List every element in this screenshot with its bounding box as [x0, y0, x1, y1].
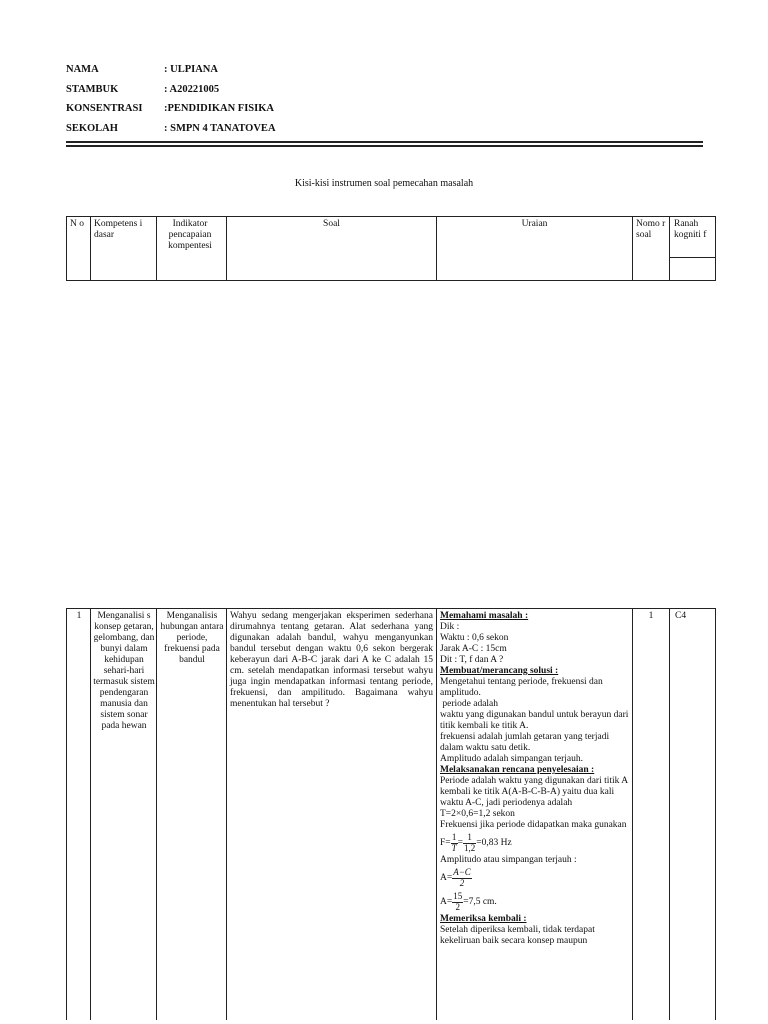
- numerator: A−C: [453, 867, 471, 877]
- fraction: [451, 833, 458, 853]
- column-divider: [90, 609, 91, 1020]
- header-nomor: Nomo r soal: [636, 219, 666, 240]
- info-value: :PENDIDIKAN FISIKA: [164, 103, 274, 114]
- student-info: [66, 64, 706, 142]
- info-row-sekolah: [66, 123, 706, 143]
- fraction: [463, 833, 476, 853]
- ranah-subdivider: [669, 257, 715, 258]
- uraian-line: Setelah diperiksa kembali, tidak terdapat kekeliruan baik secara konsep maupun: [440, 925, 595, 946]
- table-header: [66, 216, 716, 281]
- uraian-line: Frekuensi jika periode didapatkan maka gunakan: [440, 820, 627, 830]
- eq-text: F=: [440, 837, 451, 848]
- eq-text: =: [457, 837, 464, 848]
- eq-text: =7,5 cm.: [463, 896, 497, 907]
- column-divider: [156, 217, 157, 280]
- header-ranah: Ranah kogniti f: [674, 219, 707, 240]
- info-label: STAMBUK: [66, 83, 119, 95]
- header-kompetensi: Kompetens i dasar: [94, 219, 143, 240]
- column-divider: [632, 609, 633, 1020]
- frequency-equation: [440, 831, 630, 855]
- numerator: 1: [463, 833, 476, 844]
- cell-no: 1: [76, 611, 82, 621]
- document-title: Kisi-kisi instrumen soal pemecahan masalah: [294, 178, 474, 189]
- column-divider: [669, 609, 670, 1020]
- column-divider: [226, 609, 227, 1020]
- info-row-konsentrasi: [66, 103, 706, 123]
- info-label: NAMA: [66, 64, 99, 75]
- cell-ranah: C4: [675, 611, 687, 621]
- column-divider: [90, 217, 91, 280]
- denominator: T: [451, 842, 457, 853]
- uraian-line: Dit : T, f dan A ?: [440, 655, 504, 665]
- info-label: KONSENTRASI: [66, 103, 143, 114]
- step-heading: Melaksanakan rencana penyelesaian :: [440, 765, 595, 775]
- cell-kompetensi: Menganalisi s konsep getaran, gelombang, dan bunyi dalam kehidupan sehari-hari termasuk sistem pendengaran manusia dan sistem sonar pada hewan: [93, 611, 155, 731]
- amplitude-result: [440, 890, 630, 914]
- info-value: : SMPN 4 TANATOVEA: [164, 122, 276, 134]
- header-no: N o: [70, 219, 84, 229]
- denominator: 1,2: [464, 842, 476, 853]
- numerator: 15: [453, 891, 463, 901]
- uraian-line: periode adalah: [440, 699, 499, 709]
- uraian-line: Amplitudo adalah simpangan terjauh.: [440, 754, 583, 764]
- info-label: SEKOLAH: [66, 122, 118, 134]
- step-heading: Memahami masalah :: [440, 611, 529, 621]
- uraian-line: Dik :: [440, 622, 460, 632]
- eq-text: A=: [440, 872, 453, 883]
- header-divider: [66, 145, 703, 147]
- eq-text: A=: [440, 896, 453, 907]
- uraian-line: Waktu : 0,6 sekon: [440, 633, 509, 643]
- fraction: [452, 892, 463, 912]
- header-uraian: Uraian: [521, 219, 548, 229]
- cell-indikator: Menganalisis hubungan antara periode, frekuensi pada bandul: [160, 611, 224, 665]
- uraian-line: waktu yang digunakan bandul untuk berayun dari titik kembali ke titik A.: [440, 710, 629, 731]
- info-value: : A20221005: [164, 83, 220, 95]
- header-divider: [66, 141, 703, 143]
- table-row: [66, 608, 716, 1020]
- uraian-line: Mengetahui tentang periode, frekuensi dan amplitudo.: [440, 677, 603, 698]
- info-value: : ULPIANA: [164, 64, 218, 75]
- step-heading: Memeriksa kembali :: [440, 914, 527, 924]
- step-heading: Membuat/merancang solusi :: [440, 666, 559, 676]
- info-row-nama: [66, 64, 706, 84]
- numerator: 1: [451, 832, 457, 842]
- column-divider: [632, 217, 633, 280]
- uraian-line: Jarak A-C : 15cm: [440, 644, 507, 654]
- amplitude-equation: [440, 866, 630, 890]
- info-row-stambuk: [66, 84, 706, 104]
- cell-soal: Wahyu sedang mengerjakan eksperimen sederhana dirumahnya tentang getaran. Alat sederhana yang digunakan adalah bandul, wahyu menganyunkan bandul tersebut dengan waktu 0,6 sekon bergerak keberayun dari A-B-C jarak dari A ke C adalah 15 cm. setelah mendapatkan informasi tersebut wahyu juga ingin mendapatkan informasi tentang periode, frekuensi, dan ampilitudo. Bagaimana wahyu menentukan hal tersebut ?: [230, 611, 433, 709]
- column-divider: [156, 609, 157, 1020]
- cell-nomor: 1: [648, 611, 654, 621]
- cell-uraian: [440, 611, 630, 947]
- uraian-line: Amplitudo atau simpangan terjauh :: [440, 855, 577, 865]
- uraian-line: Periode adalah waktu yang digunakan dari titik A kembali ke titik A(A-B-C-B-A) yaitu dua kali waktu A-C, jadi periodenya adalah: [440, 776, 628, 808]
- denominator: 2: [459, 877, 465, 888]
- denominator: 2: [455, 901, 460, 912]
- header-indikator: Indikator pencapaian kompentesi: [168, 219, 212, 251]
- fraction: [452, 868, 472, 888]
- column-divider: [669, 217, 670, 280]
- eq-text: =0,83 Hz: [476, 837, 512, 848]
- uraian-line: T=2×0,6=1,2 sekon: [440, 809, 515, 819]
- uraian-line: frekuensi adalah jumlah getaran yang terjadi dalam waktu satu detik.: [440, 732, 610, 753]
- column-divider: [436, 609, 437, 1020]
- header-soal: Soal: [323, 219, 340, 229]
